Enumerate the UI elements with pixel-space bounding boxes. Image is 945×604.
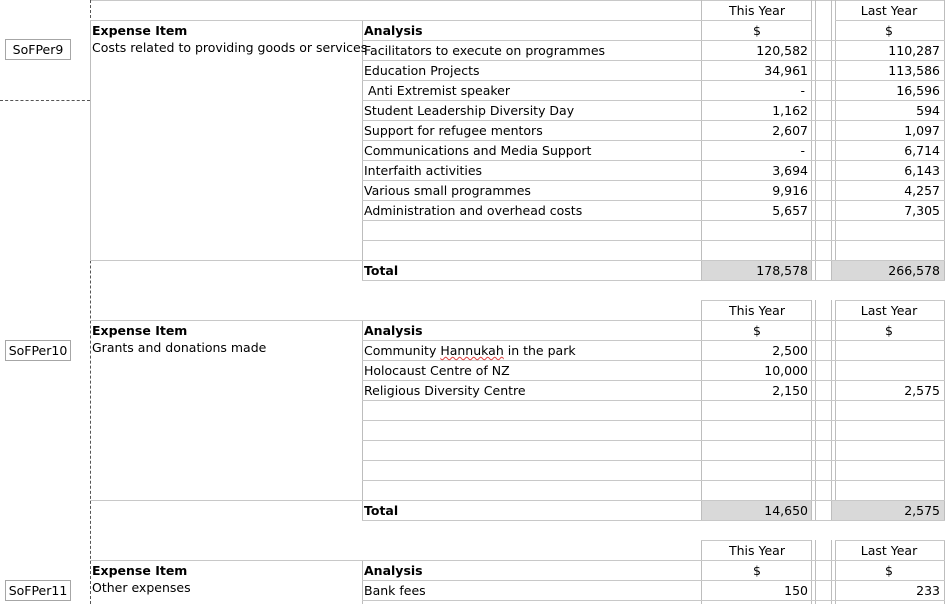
- row-last-year: 594: [916, 103, 940, 118]
- analysis-header: Analysis: [364, 23, 423, 38]
- row-analysis: Support for refugee mentors: [364, 123, 543, 138]
- row-last-year: [835, 341, 940, 361]
- row-last-year: 233: [916, 583, 940, 598]
- row-this-year: -: [800, 143, 805, 158]
- total-label: Total: [364, 503, 399, 518]
- last-year-header: Last Year: [860, 303, 918, 318]
- row-last-year: 110,287: [888, 43, 940, 58]
- currency-last-year: $: [885, 563, 893, 578]
- row-this-year: 150: [784, 583, 808, 598]
- row-analysis-prefix: Community: [364, 343, 441, 358]
- currency-this-year: $: [753, 23, 761, 38]
- row-this-year: 1,162: [772, 103, 808, 118]
- row-analysis: Interfaith activities: [364, 163, 483, 178]
- total-last-year: 266,578: [888, 263, 940, 278]
- this-year-header: This Year: [729, 3, 785, 18]
- row-analysis-suffix: in the park: [503, 343, 576, 358]
- currency-this-year: $: [753, 323, 761, 338]
- row-this-year: -: [800, 83, 805, 98]
- row-analysis: Religious Diversity Centre: [364, 383, 526, 398]
- row-this-year: 2,150: [772, 383, 808, 398]
- this-year-header: This Year: [729, 543, 785, 558]
- expense-item-description: Grants and donations made: [92, 340, 267, 355]
- row-last-year: 1,097: [904, 123, 940, 138]
- total-this-year: 178,578: [756, 263, 808, 278]
- row-analysis: Administration and overhead costs: [364, 203, 583, 218]
- this-year-header: This Year: [729, 303, 785, 318]
- expense-item-description: Other expenses: [92, 580, 191, 595]
- expense-item-header: Expense Item: [92, 23, 188, 38]
- row-last-year: 4,257: [904, 183, 940, 198]
- expense-item-header: Expense Item: [92, 323, 188, 338]
- row-this-year: 9,916: [772, 183, 808, 198]
- spellcheck-flagged-word: Hannukah: [440, 343, 504, 358]
- ref-label[interactable]: SoFPer9: [5, 39, 71, 60]
- row-last-year: 16,596: [896, 83, 940, 98]
- total-label: Total: [364, 263, 399, 278]
- row-analysis: [364, 341, 576, 361]
- last-year-header: Last Year: [860, 543, 918, 558]
- row-this-year: 2,500: [772, 343, 808, 358]
- row-this-year: 3,694: [772, 163, 808, 178]
- row-this-year: 2,607: [772, 123, 808, 138]
- row-analysis: Anti Extremist speaker: [364, 83, 511, 98]
- analysis-header: Analysis: [364, 563, 423, 578]
- row-analysis: Education Projects: [364, 63, 480, 78]
- row-last-year: 2,575: [904, 383, 940, 398]
- last-year-header: Last Year: [860, 3, 918, 18]
- row-analysis: Holocaust Centre of NZ: [364, 363, 510, 378]
- row-analysis: Various small programmes: [364, 183, 531, 198]
- row-this-year: 34,961: [764, 63, 808, 78]
- row-analysis: Facilitators to execute on programmes: [364, 43, 606, 58]
- row-last-year: 6,143: [904, 163, 940, 178]
- row-this-year: 10,000: [764, 363, 808, 378]
- row-analysis: Communications and Media Support: [364, 143, 592, 158]
- row-this-year: 120,582: [756, 43, 808, 58]
- ref-label[interactable]: SoFPer10: [5, 340, 71, 361]
- currency-last-year: $: [885, 323, 893, 338]
- currency-last-year: $: [885, 23, 893, 38]
- row-analysis: Student Leadership Diversity Day: [364, 103, 575, 118]
- expense-item-description: Costs related to providing goods or services: [92, 40, 368, 55]
- row-last-year: 113,586: [888, 63, 940, 78]
- row-last-year: 6,714: [904, 143, 940, 158]
- analysis-header: Analysis: [364, 323, 423, 338]
- row-analysis: Bank fees: [364, 583, 426, 598]
- expense-item-header: Expense Item: [92, 563, 188, 578]
- row-this-year: 5,657: [772, 203, 808, 218]
- total-this-year: 14,650: [764, 503, 808, 518]
- total-last-year: 2,575: [904, 503, 940, 518]
- row-last-year: [835, 361, 940, 381]
- currency-this-year: $: [753, 563, 761, 578]
- row-last-year: 7,305: [904, 203, 940, 218]
- ref-label[interactable]: SoFPer11: [5, 580, 71, 601]
